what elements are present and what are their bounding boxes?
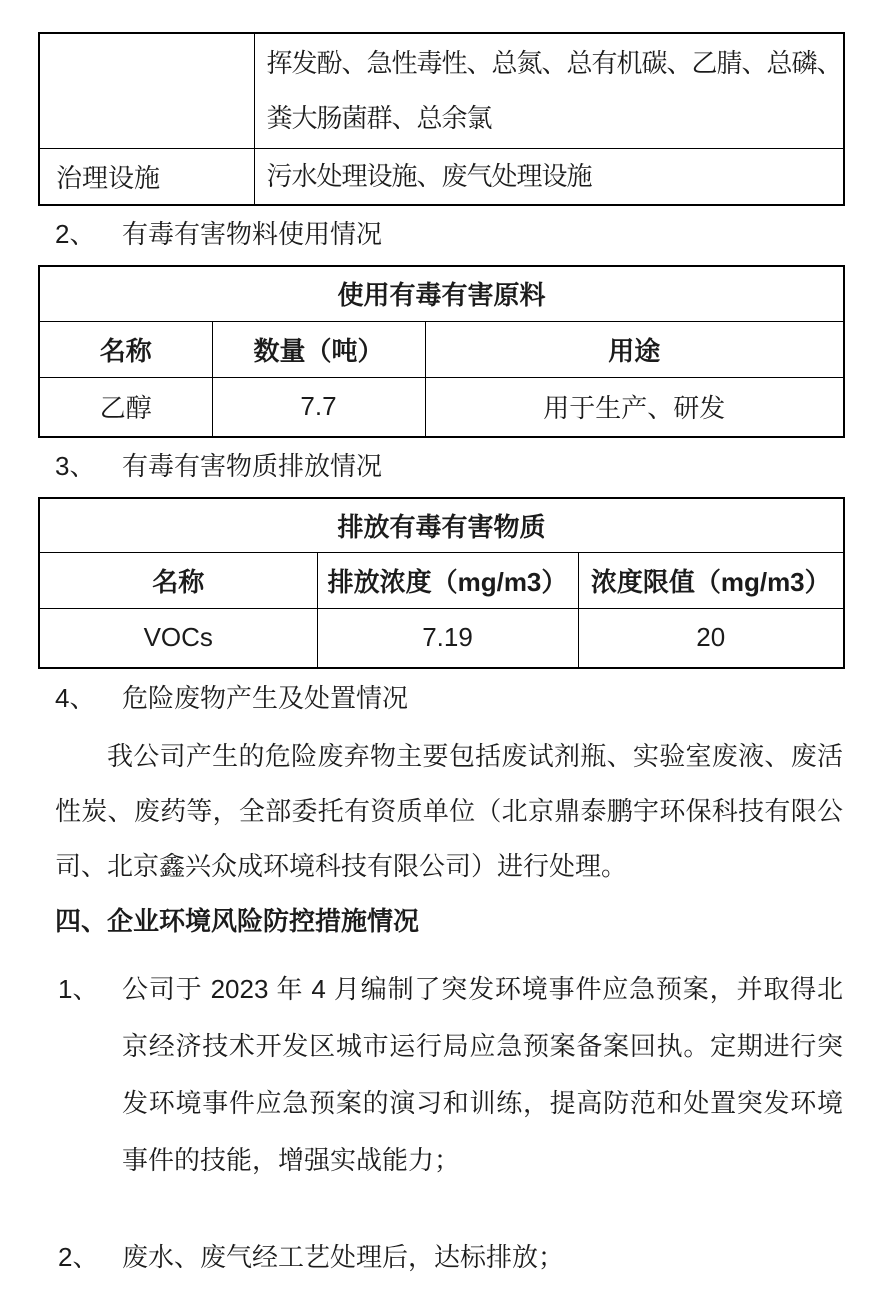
- toxic-materials-table: [38, 265, 845, 438]
- list-item: [58, 1229, 843, 1286]
- section-3-heading: [55, 451, 843, 481]
- list-item-number: 1、: [58, 973, 99, 1004]
- section-number: 2、: [55, 218, 96, 249]
- list-item-text: 公司于 2023 年 4 月编制了突发环境事件应急预案，并取得北京经济技术开发区城市运行局应急预案备案回执。定期进行突发环境事件应急预案的演习和训练，提高防范和处置突发环境事件的技能，增强实战能力；: [122, 973, 843, 1175]
- table-header-row: [39, 553, 844, 609]
- treatment-facility-label-cell: 治理设施: [39, 148, 254, 205]
- emission-concentration-cell: 7.19: [317, 609, 578, 668]
- material-quantity-cell: 7.7: [212, 378, 425, 437]
- col-header-name: 名称: [39, 553, 317, 609]
- section-number: 4、: [55, 682, 96, 713]
- table-header-row: [39, 322, 844, 378]
- toxic-emissions-table: [38, 497, 845, 669]
- material-usage-cell: 用于生产、研发: [425, 378, 844, 437]
- monitoring-factors-table: [38, 32, 845, 206]
- table-row: [39, 609, 844, 668]
- list-item: [58, 961, 843, 1189]
- col-header-name: 名称: [39, 322, 212, 378]
- section-2-heading: [55, 219, 843, 249]
- col-header-quantity: 数量（吨）: [212, 322, 425, 378]
- col-header-usage: 用途: [425, 322, 844, 378]
- table-title-row: [39, 266, 844, 322]
- section-title: 有毒有害物料使用情况: [122, 218, 383, 249]
- section-4-heading: [55, 683, 843, 713]
- table-title-cell: 排放有毒有害物质: [39, 498, 844, 553]
- chapter-heading-risk-control: 四、企业环境风险防控措施情况: [55, 905, 420, 936]
- table-title-row: [39, 498, 844, 553]
- section-title: 危险废物产生及处置情况: [122, 682, 409, 713]
- emission-name-cell: VOCs: [39, 609, 317, 668]
- monitoring-factors-label-cell: [39, 33, 254, 148]
- table-row: [39, 148, 844, 205]
- table-row: [39, 33, 844, 148]
- col-header-emission-concentration: 排放浓度（mg/m3）: [317, 553, 578, 609]
- emission-limit-cell: 20: [578, 609, 844, 668]
- col-header-concentration-limit: 浓度限值（mg/m3）: [578, 553, 844, 609]
- treatment-facility-value-cell: 污水处理设施、废气处理设施: [254, 148, 844, 205]
- hazardous-waste-paragraph: 我公司产生的危险废弃物主要包括废试剂瓶、实验室废液、废活性炭、废药等，全部委托有资质单位（北京鼎泰鹏宇环保科技有限公司、北京鑫兴众成环境科技有限公司）进行处理。: [55, 740, 843, 881]
- material-name-cell: 乙醇: [39, 378, 212, 437]
- list-item-number: 2、: [58, 1241, 99, 1272]
- section-number: 3、: [55, 450, 96, 481]
- table-title-cell: 使用有毒有害原料: [39, 266, 844, 322]
- section-title: 有毒有害物质排放情况: [122, 450, 383, 481]
- monitoring-factors-value-cell: 挥发酚、急性毒性、总氮、总有机碳、乙腈、总磷、粪大肠菌群、总余氯: [254, 33, 844, 148]
- table-row: [39, 378, 844, 437]
- list-item-text: 废水、废气经工艺处理后，达标排放；: [122, 1241, 565, 1272]
